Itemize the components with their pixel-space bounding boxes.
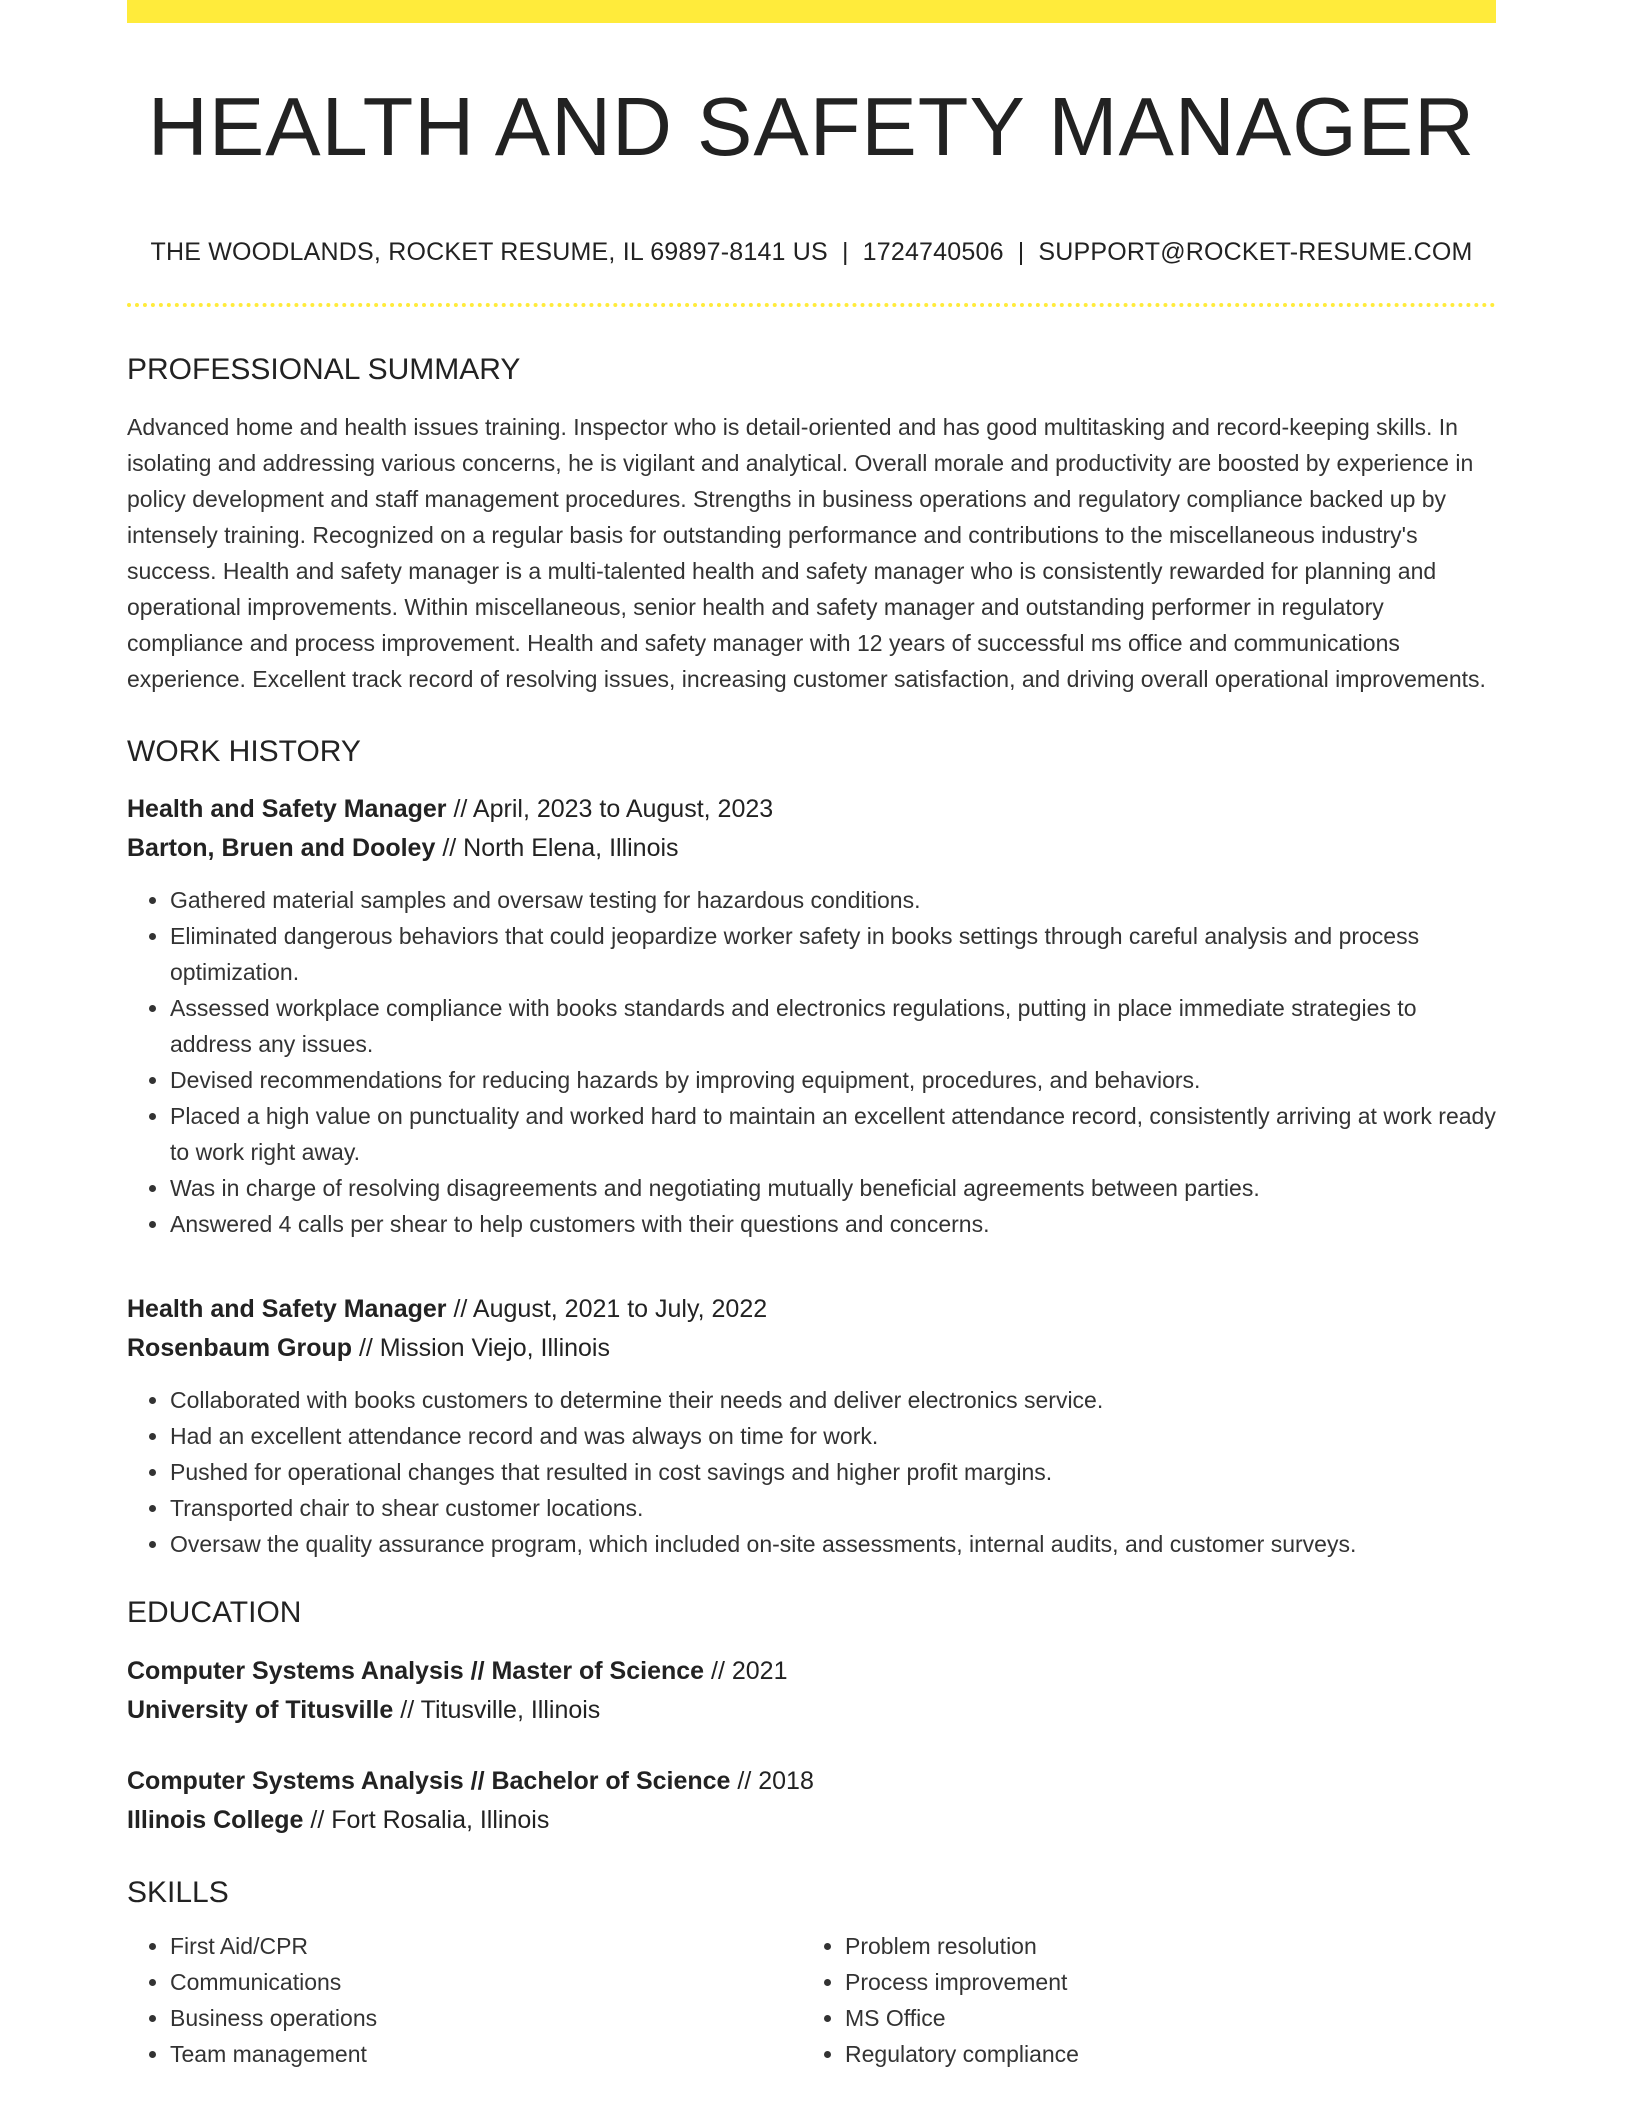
contact-separator: | [841,238,849,266]
education-entry [127,1762,1496,1840]
skills-columns [127,1928,1496,2072]
education-year: // 2021 [704,1657,788,1685]
skill-item: • Regulatory compliance [845,2036,1477,2072]
education-degree-line [127,1652,1496,1691]
skills-left-list [127,1928,802,2072]
job-bullet: • Transported chair to shear customer locations. [170,1490,1496,1526]
education-school-line [127,1691,1496,1730]
summary-text: Advanced home and health issues training. Inspector who is detail-oriented and has good multitasking and record-keeping skills. In isolating and addressing various concerns, he is vigilant and analytical. Overall morale and productivity are boosted by experience in policy development and staff management procedures. Strengths in business operations and regulatory compliance backed up by intensely training. Recognized on a regular basis for outstanding performance and contributions to the miscellaneous industry's success. Health and safety manager is a multi-talented health and safety manager who is consistently rewarded for planning and operational improvements. Within miscellaneous, senior health and safety manager and outstanding performer in regulatory compliance and process improvement. Health and safety manager with 12 years of successful ms office and communications experience. Excellent track record of resolving issues, increasing customer satisfaction, and driving overall operational improvements. [127,414,1486,692]
job-bullet: • Assessed workplace compliance with books standards and electronics regulations, putting in place immediate strategies to address any issues. [170,990,1496,1062]
education-degree: Computer Systems Analysis // Master of Science [127,1657,705,1685]
job-bullet: • Devised recommendations for reducing hazards by improving equipment, procedures, and behaviors. [170,1062,1496,1098]
job-role: Health and Safety Manager [127,795,447,823]
skills-right-list [802,1928,1477,2072]
job-location: // North Elena, Illinois [435,834,679,862]
job-bullet: • Placed a high value on punctuality and worked hard to maintain an excellent attendance record, consistently arriving at work ready to work right away. [170,1098,1496,1170]
job-company: Barton, Bruen and Dooley [127,834,436,862]
education-year: // 2018 [730,1767,814,1795]
job-entry [127,790,1496,1242]
skill-item: • Communications [170,1964,802,2000]
skill-item: • MS Office [845,2000,1477,2036]
job-title-line [127,790,1496,829]
skill-item: • Process improvement [845,1964,1477,2000]
education-heading: EDUCATION [127,1596,302,1629]
job-company-line [127,829,1496,868]
skills-heading: SKILLS [127,1876,229,1909]
job-entry [127,1290,1496,1562]
job-bullet: • Collaborated with books customers to determine their needs and deliver electronics service. [170,1382,1496,1418]
skill-item: • Team management [170,2036,802,2072]
education-school-line [127,1801,1496,1840]
resume-name: HEALTH AND SAFETY MANAGER [147,80,1476,173]
education-entry [127,1652,1496,1730]
contact-line [127,240,1496,265]
job-dates: // April, 2023 to August, 2023 [446,795,774,823]
header-divider [127,303,1496,307]
contact-phone: 1724740506 [862,238,1004,266]
job-dates: // August, 2021 to July, 2022 [446,1295,768,1323]
contact-email: SUPPORT@ROCKET-RESUME.COM [1038,238,1473,266]
job-title-line [127,1290,1496,1329]
summary-heading: PROFESSIONAL SUMMARY [127,353,521,386]
resume-page [127,0,1496,2072]
job-bullet: • Gathered material samples and oversaw testing for hazardous conditions. [170,882,1496,918]
accent-top-bar [127,0,1496,23]
job-bullet: • Eliminated dangerous behaviors that could jeopardize worker safety in books settings through careful analysis and process optimization. [170,918,1496,990]
job-bullet: • Had an excellent attendance record and was always on time for work. [170,1418,1496,1454]
education-school: Illinois College [127,1806,304,1834]
skill-item: • Problem resolution [845,1928,1477,1964]
work-history-heading: WORK HISTORY [127,735,361,768]
education-school: University of Titusville [127,1696,394,1724]
job-location: // Mission Viejo, Illinois [352,1334,610,1362]
job-bullet: • Pushed for operational changes that resulted in cost savings and higher profit margins. [170,1454,1496,1490]
job-company: Rosenbaum Group [127,1334,353,1362]
education-degree-line [127,1762,1496,1801]
job-bullet: • Was in charge of resolving disagreements and negotiating mutually beneficial agreements between parties. [170,1170,1496,1206]
job-bullet: • Answered 4 calls per shear to help customers with their questions and concerns. [170,1206,1496,1242]
job-bullets [127,1382,1496,1562]
education-location: // Fort Rosalia, Illinois [303,1806,550,1834]
education-degree: Computer Systems Analysis // Bachelor of Science [127,1767,731,1795]
contact-address: THE WOODLANDS, ROCKET RESUME, IL 69897-8141 US [150,238,828,266]
contact-separator: | [1017,238,1025,266]
job-bullets [127,882,1496,1242]
education-location: // Titusville, Illinois [393,1696,601,1724]
job-role: Health and Safety Manager [127,1295,447,1323]
skill-item: • First Aid/CPR [170,1928,802,1964]
job-bullet: • Oversaw the quality assurance program, which included on-site assessments, internal audits, and customer surveys. [170,1526,1496,1562]
skill-item: • Business operations [170,2000,802,2036]
job-company-line [127,1329,1496,1368]
